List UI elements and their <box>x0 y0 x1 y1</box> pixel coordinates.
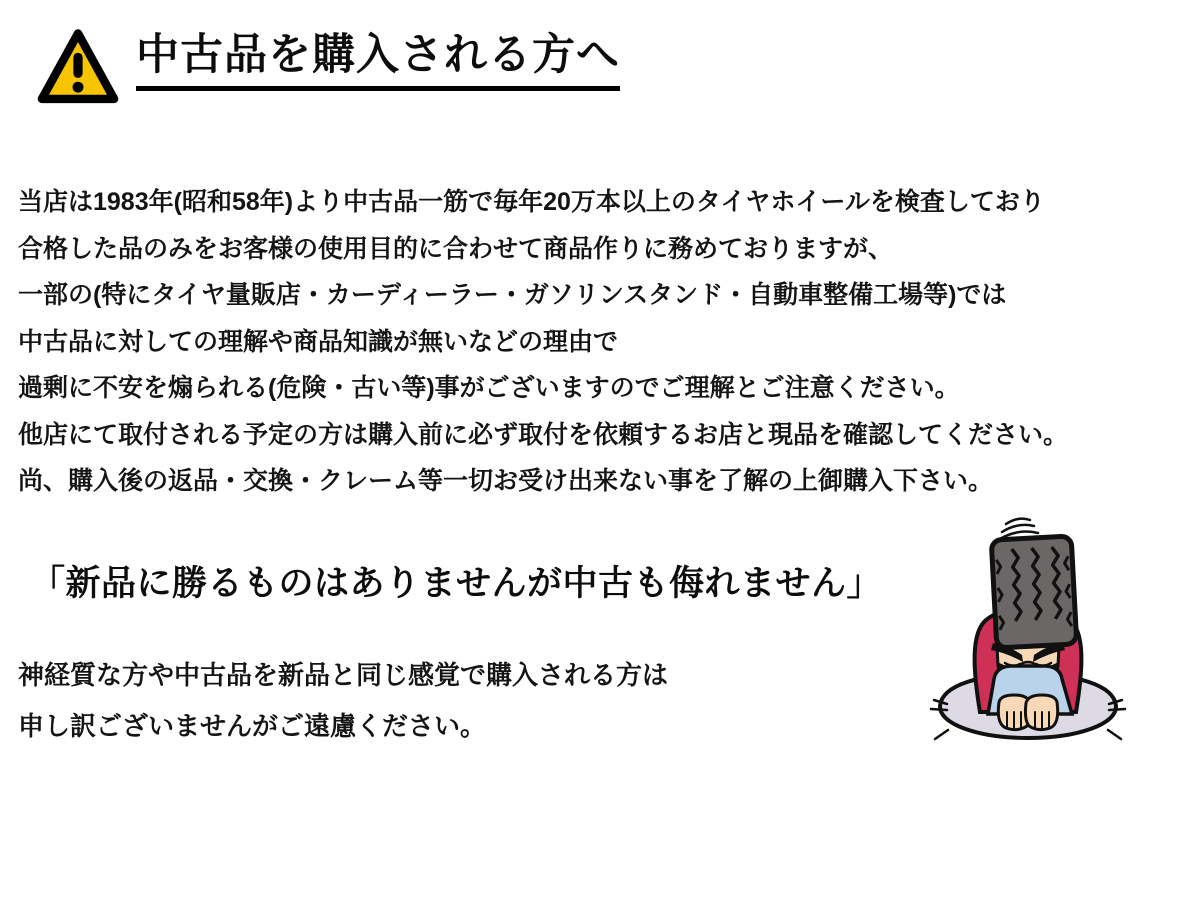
body-line-4: 中古品に対しての理解や商品知識が無いなどの理由で <box>18 327 619 356</box>
bowing-man-tire-illustration <box>928 514 1128 746</box>
hands <box>998 695 1057 730</box>
tire <box>991 536 1077 648</box>
body-line-7: 尚、購入後の返品・交換・クレーム等一切お受け出来ない事を了解の上御購入下さい。 <box>18 467 994 495</box>
notice-body <box>18 179 1068 505</box>
closing-line-1: 神経質な方や中古品を新品と同じ感覚で購入される方は <box>18 660 669 690</box>
body-line-6: 他店にて取付される予定の方は購入前に必ず取付を依頼するお店と現品を確認してください。 <box>18 420 1069 449</box>
page-title: 中古品を購入される方へ <box>136 32 620 91</box>
warning-triangle-icon <box>36 26 120 108</box>
body-line-1: 当店は1983年(昭和58年)より中古品一筋で毎年20万本以上のタイヤホイールを検査しており <box>18 188 1045 216</box>
closing-line-2: 申し訳ございませんがご遠慮ください。 <box>18 711 487 741</box>
body-line-3: 一部の(特にタイヤ量販店・カーディーラー・ガソリンスタンド・自動車整備工場等)では <box>18 281 1007 309</box>
body-line-2: 合格した品のみをお客様の使用目的に合わせて商品作りに務めておりますが、 <box>18 234 894 263</box>
notice-header <box>36 26 620 108</box>
closing-note <box>18 650 668 752</box>
quote-line: 「新品に勝るものはありませんが中古も侮れません」 <box>30 564 883 603</box>
body-line-5: 過剰に不安を煽られる(危険・古い等)事がございますのでご理解とご注意ください。 <box>18 374 960 402</box>
